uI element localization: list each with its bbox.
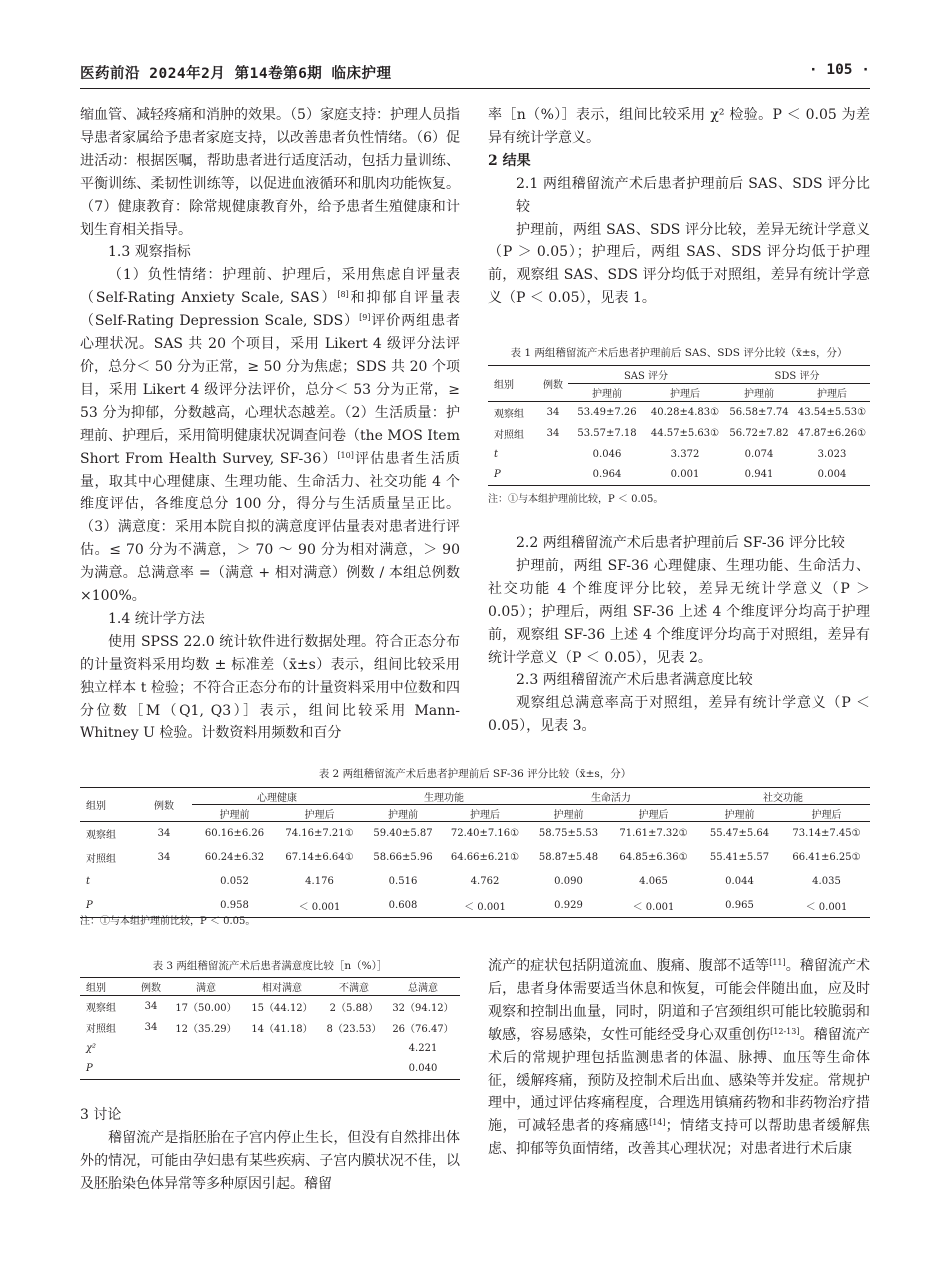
- paragraph-nursing-measures: 缩血管、减轻疼痛和消肿的效果。（5）家庭支持：护理人员指导患者家属给予患者家庭支持，以改善患者负性情绪。（6）促进活动：根据医嘱，帮助患者进行适度活动，包括力量训练、平衡训练、柔韧性训练等，以促进血液循环和肌肉功能恢复。（7）健康教育：除常规健康教育外，给予患者生殖健康和计划生育相关指导。: [80, 107, 460, 238]
- table2-header-n: 例数: [136, 788, 192, 822]
- table-row: 观察组 34 60.16±6.26 74.16±7.21① 59.40±5.87 72.40±7.16① 58.75±5.53 71.61±7.32① 55.47±5.64 73.14±7.45①: [86, 828, 861, 842]
- table-row: t 0.052 4.176 0.516 4.762 0.090 4.065 0.044 4.035: [86, 876, 841, 887]
- citation-12-13: [12-13]: [770, 1026, 800, 1036]
- heading-2-results: 2 结果: [488, 152, 531, 169]
- heading-2-3: 2.3 两组稽留流产术后患者满意度比较: [516, 672, 753, 689]
- heading-2-2: 2.2 两组稽留流产术后患者护理前后 SF-36 评分比较: [516, 535, 845, 551]
- citation-14: [14]: [649, 1118, 666, 1128]
- table2: 组别 例数 心理健康 生理功能 生命活力 社交功能 护理前 护理后 护理前 护理后 护理前 护理后 护理前 护理后 观察组 34 60.16±6.26 74.16±7.21① 59.40±5.87 72.40±7.16① 58.75±5.53 71.61±7.32① 55.47±5.64 73.14±7.45① 对照组 34 60.24±6.32 67.14±6.64① 58.66±5.96 64.66±6.21① 58.87±5.48 64.85±6.36① 55.41±5.57 66.41±6.25① t 0.052 4.176 0.516 4.762 0.090 4.065 0.044 4.035 P 0.958 ＜ 0.001 0.608 ＜ 0.001 0.929 ＜ 0.001 0.965 ＜ 0.001: [80, 787, 870, 918]
- paragraph-discussion-2: 流产的症状包括阴道流血、腹痛、腹部不适等[11]。稽留流产术后，患者身体需要适当休息和恢复，可能会伴随出血，应及时观察和控制出血量，同时，阴道和子宫颈组织可能比较脆弱和敏感，容易感染，女性可能经受身心双重创伤[12-13]。稽留流产术后的常规护理包括监测患者的体温、脉搏、血压等生命体征，缓解疼痛，预防及控制术后出血、感染等并发症。常规护理中，通过评估疼痛程度，合理选用镇痛药物和非药物治疗措施，可减轻患者的疼痛感[14]；情绪支持可以帮助患者缓解焦虑、抑郁等负面情绪，改善其心理状况；对患者进行术后康: [488, 958, 871, 1158]
- table1-header-after: 护理后: [794, 384, 870, 402]
- paragraph-sas-sds: 护理前，两组 SAS、SDS 评分比较，差异无统计学意义（P ＞ 0.05）；护理后，两组 SAS、SDS 评分均低于护理前，观察组 SAS、SDS 评分均低于对照组，差异有统计学意义（P ＜ 0.05），见表 1。: [488, 221, 870, 307]
- table2-caption: 表 2 两组稽留流产术后患者护理前后 SF-36 评分比较（x̄±s，分）: [318, 768, 632, 780]
- discussion-section: [80, 1104, 460, 1196]
- paragraph-sf36: 护理前，两组 SF-36 心理健康、生理功能、生命活力、社交功能 4 个维度评分比较，差异无统计学意义（P ＞ 0.05）；护理后，两组 SF-36 上述 4 个维度评分均高于护理前，观察组 SF-36 上述 4 个维度评分均高于对照组，差异有统计学意义（P ＜ 0.05），见表 2。: [488, 557, 870, 666]
- heading-2-1: 2.1 两组稽留流产术后患者护理前后 SAS、SDS 评分比较: [516, 175, 870, 215]
- table-row: 对照组 34 60.24±6.32 67.14±6.64① 58.66±5.96 64.66±6.21① 58.87±5.48 64.85±6.36① 55.41±5.57 66.41±6.25①: [86, 852, 861, 865]
- page-number: · 105 ·: [808, 62, 870, 78]
- table3: 组别 例数 满意 相对满意 不满意 总满意 观察组 34 17（50.00） 15（44.12） 2（5.88） 32（94.12） 对照组 34 12（35.29） 14（41.18） 8（23.53） 26（76.47） χ² 4.221 P 0.040: [80, 977, 460, 1080]
- table1-note: 注：①与本组护理前比较，P ＜ 0.05。: [488, 494, 664, 505]
- table-row: 对照组 34 53.57±7.18 44.57±5.63① 56.72±7.82 47.87±6.26①: [494, 427, 867, 441]
- table1: [488, 365, 870, 486]
- heading-1-3: 1.3 观察指标: [108, 244, 191, 261]
- left-column: [80, 104, 460, 745]
- table2-header-group: 组别: [80, 788, 136, 822]
- header-rule: [80, 88, 870, 89]
- table1-header-group: 组别: [488, 366, 538, 402]
- right-column-lower: [488, 532, 870, 738]
- discussion-continued: [488, 955, 870, 1161]
- table-row: 观察组 34 17（50.00） 15（44.12） 2（5.88） 32（94.12）: [86, 1000, 454, 1014]
- journal-title: 医药前沿 2024年2月 第14卷第6期 临床护理: [80, 66, 392, 82]
- paragraph-observation-indicators: （1）负性情绪：护理前、护理后，采用焦虑自评量表（Self-Rating Anxiety Scale, SAS）[8]和抑郁自评量表（Self-Rating Depression Scale, SDS）[9]评价两组患者心理状况。SAS 共 20 个项目，采用 Likert 4 级评分法评价，总分＜ 50 分为正常，≥ 50 分为焦虑；SDS 共 20 个项目，采用 Likert 4 级评分法评价，总分＜ 53 分为正常，≥ 53 分为抑郁，分数越高，心理状态越差。（2）生活质量：护理前、护理后，采用简明健康状况调查问卷（the MOS Item Short From Health Survey, SF-36）[10]评估患者生活质量，取其中心理健康、生理功能、生命活力、社交功能 4 个维度评估，各维度总分 100 分，得分与生活质量呈正比。（3）满意度：采用本院自拟的满意度评估量表对患者进行评估。≤ 70 分为不满意，＞ 70 ～ 90 分为相对满意，＞ 90 为满意。总满意率 =（满意 + 相对满意）例数 / 本组总例数 ×100%。: [80, 267, 461, 605]
- table2-header-physical: 生理功能: [362, 788, 526, 805]
- table1-header-before: 护理前: [724, 384, 794, 402]
- right-column: [488, 104, 870, 310]
- paragraph-statistics-cont: 率［n（%）］表示，组间比较采用 χ² 检验。P ＜ 0.05 为差异有统计学意义。: [488, 107, 870, 146]
- table-row: P 0.958 ＜ 0.001 0.608 ＜ 0.001 0.929 ＜ 0.001 0.965 ＜ 0.001: [80, 894, 870, 918]
- table1-header-sas: SAS 评分: [568, 366, 724, 384]
- table1-header-n: 例数: [538, 366, 568, 402]
- table2-header-vitality: 生命活力: [526, 788, 696, 805]
- table1-header-before: 护理前: [568, 384, 646, 402]
- table-row: 对照组 34 12（35.29） 14（41.18） 8（23.53） 26（76.47）: [86, 1021, 454, 1035]
- table2-header-mental: 心理健康: [192, 788, 362, 805]
- running-header: [80, 62, 870, 88]
- paragraph-statistics: 使用 SPSS 22.0 统计软件进行数据处理。符合正态分布的计量资料采用均数 ± 标准差（x̄±s）表示，组间比较采用独立样本 t 检验；不符合正态分布的计量资料采用中位数和四分位数［M（Q1, Q3）］表示，组间比较采用 Mann-Whitney U 检验。计数资料用频数和百分: [80, 633, 460, 742]
- citation-11: [11]: [769, 958, 786, 967]
- table1-header-after: 护理后: [646, 384, 724, 402]
- table3-caption: 表 3 两组稽留流产术后患者满意度比较［n（%）］: [152, 960, 388, 972]
- citation-9: [9]: [359, 313, 371, 323]
- heading-3-discussion: 3 讨论: [80, 1107, 122, 1123]
- table-row: t 0.046 3.372 0.074 3.023: [494, 448, 847, 460]
- table-row: P 0.964 0.001 0.941 0.004: [488, 465, 870, 486]
- citation-10: [10]: [337, 450, 354, 460]
- paragraph-discussion-1: 稽留流产是指胚胎在子宫内停止生长，但没有自然排出体外的情况，可能由孕妇患有某些疾病、子宫内膜状况不佳，以及胚胎染色体异常等多种原因引起。稽留: [80, 1129, 460, 1192]
- table2-header-social: 社交功能: [696, 788, 870, 805]
- citation-8: [8]: [337, 290, 349, 300]
- table-row: χ² 4.221: [86, 1042, 438, 1054]
- table1-header-sds: SDS 评分: [724, 366, 870, 384]
- paragraph-satisfaction: 观察组总满意率高于对照组，差异有统计学意义（P ＜ 0.05），见表 3。: [488, 695, 870, 735]
- table-row: P 0.040: [80, 1059, 460, 1080]
- table2-note: 注：①与本组护理前比较，P ＜ 0.05。: [80, 916, 256, 927]
- table-row: 观察组 34 53.49±7.26 40.28±4.83① 56.58±7.74 43.54±5.53①: [494, 406, 867, 420]
- table1-caption: 表 1 两组稽留流产术后患者护理前后 SAS、SDS 评分比较（x̄±s，分）: [510, 347, 848, 359]
- heading-1-4: 1.4 统计学方法: [108, 610, 205, 627]
